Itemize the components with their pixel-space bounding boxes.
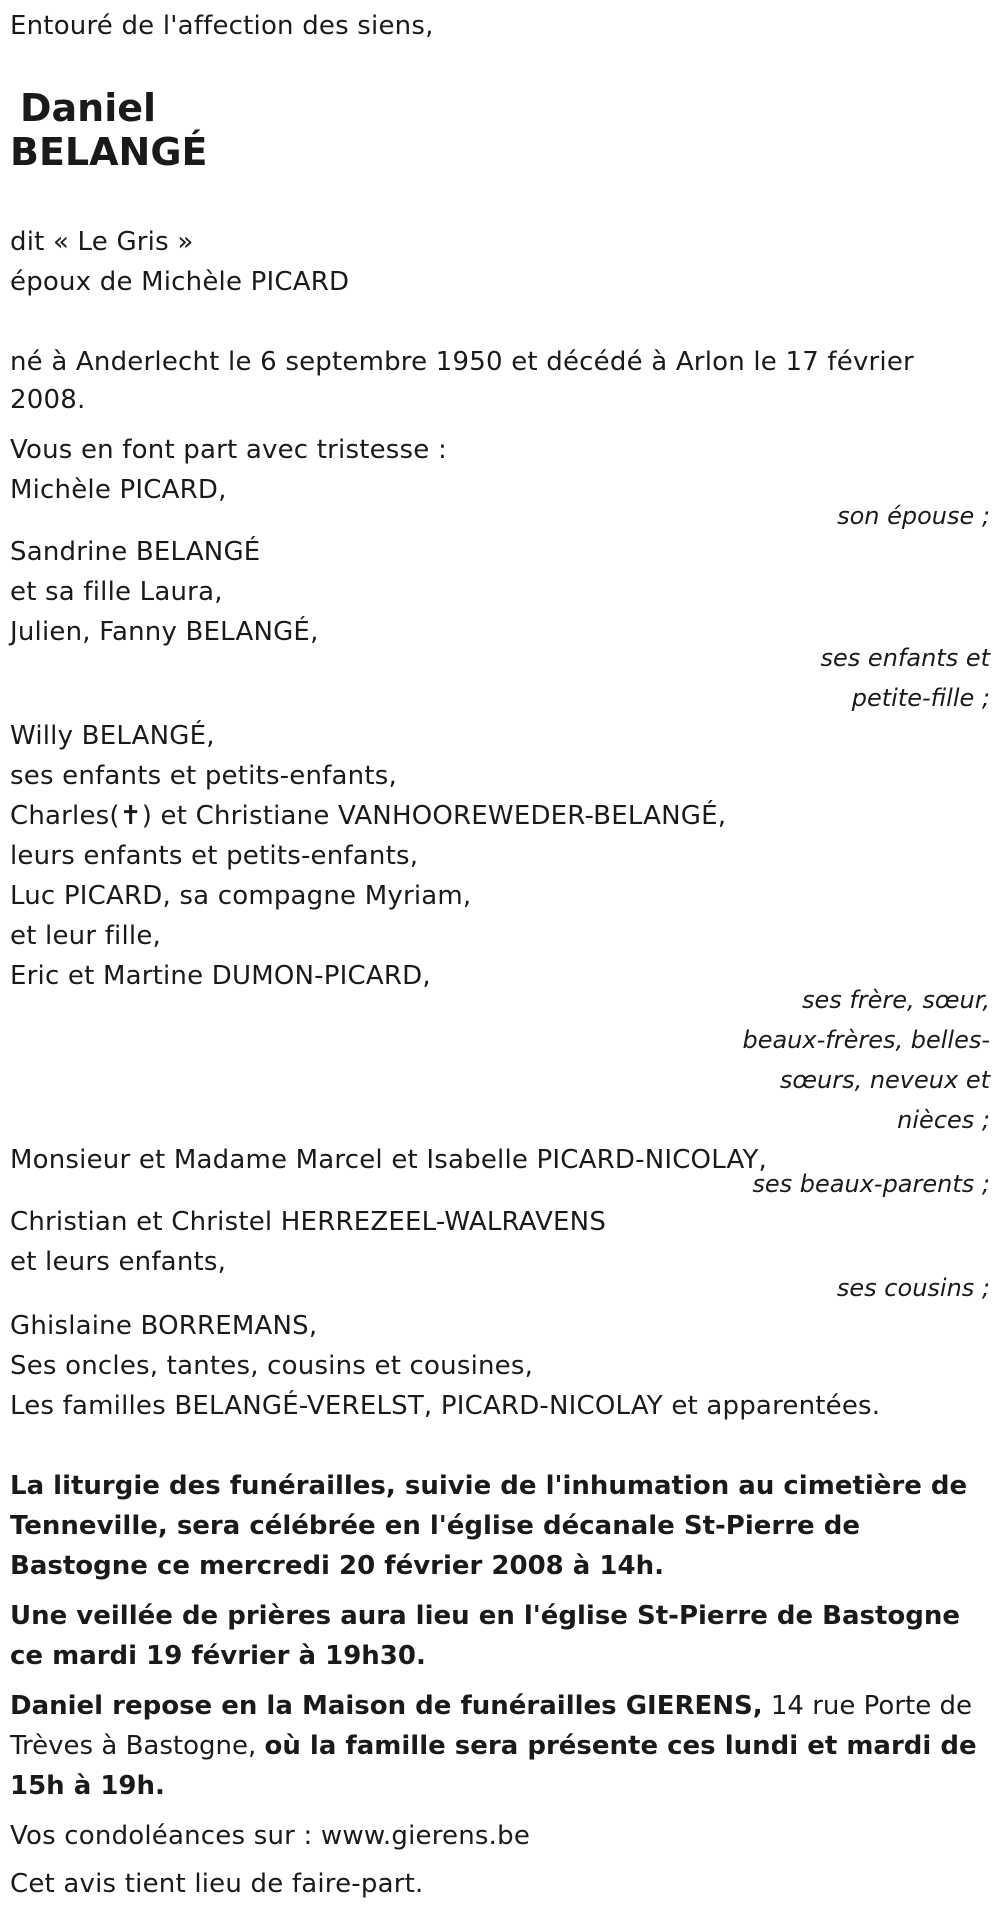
birth-death-line-1: né à Anderlecht le 6 septembre 1950 et décédé à Arlon le 17 février	[10, 347, 914, 377]
siblings-line: Luc PICARD, sa compagne Myriam,	[10, 881, 472, 911]
siblings-relation: ses frère, sœur,	[801, 986, 990, 1014]
rest-location-address: 14 rue Porte de Trèves à Bastogne,	[10, 1691, 972, 1761]
siblings-relation: beaux-frères, belles-	[742, 1026, 990, 1054]
children-relation: ses enfants et	[820, 644, 990, 672]
closing-text: Cet avis tient lieu de faire-part.	[10, 1869, 424, 1899]
parents-in-law-relation: ses beaux-parents ;	[752, 1170, 990, 1198]
rest-family-hours: où la famille sera présente ces lundi et mardi de 15h à 19h.	[10, 1731, 977, 1801]
wife-name: Michèle PICARD,	[10, 475, 227, 505]
announcement-text: Vous en font part avec tristesse :	[10, 435, 447, 465]
siblings-relation: sœurs, neveux et	[779, 1066, 990, 1094]
other-family-line: Les familles BELANGÉ-VERELST, PICARD-NICOLAY et apparentées.	[10, 1391, 881, 1421]
birth-death-line-2: 2008.	[10, 385, 86, 415]
intro-text: Entouré de l'affection des siens,	[10, 11, 434, 41]
funeral-liturgy: La liturgie des funérailles, suivie de l'inhumation au cimetière de Tenneville, sera célébrée en l'église décanale St-Pierre de Bastogne ce mercredi 20 février 2008 à 14h.	[10, 1471, 968, 1581]
deceased-last-name: BELANGÉ	[10, 130, 208, 174]
siblings-line: leurs enfants et petits-enfants,	[10, 841, 419, 871]
siblings-relation: nièces ;	[897, 1106, 990, 1134]
siblings-line: Willy BELANGÉ,	[10, 721, 215, 751]
cousins-line: et leurs enfants,	[10, 1247, 227, 1277]
prayer-vigil: Une veillée de prières aura lieu en l'église St-Pierre de Bastogne ce mardi 19 février à 19h30.	[10, 1601, 961, 1671]
siblings-line: et leur fille,	[10, 921, 161, 951]
wife-relation: son épouse ;	[837, 502, 990, 530]
condolences-text: Vos condoléances sur : www.gierens.be	[10, 1821, 531, 1851]
parents-in-law: Monsieur et Madame Marcel et Isabelle PICARD-NICOLAY,	[10, 1145, 768, 1175]
siblings-line: ses enfants et petits-enfants,	[10, 761, 397, 791]
children-relation: petite-fille ;	[851, 684, 990, 712]
other-family-line: Ghislaine BORREMANS,	[10, 1311, 318, 1341]
children-line: Julien, Fanny BELANGÉ,	[10, 617, 319, 647]
rest-location	[10, 1686, 990, 1806]
deceased-spouse: époux de Michèle PICARD	[10, 267, 350, 297]
children-line: et sa fille Laura,	[10, 577, 223, 607]
children-line: Sandrine BELANGÉ	[10, 537, 261, 567]
cousins-relation: ses cousins ;	[836, 1274, 990, 1302]
deceased-nickname: dit « Le Gris »	[10, 227, 194, 257]
rest-location-bold: Daniel repose en la Maison de funérailles GIERENS,	[10, 1691, 763, 1721]
deceased-first-name: Daniel	[20, 86, 157, 130]
siblings-line: Charles(✝) et Christiane VANHOOREWEDER-BELANGÉ,	[10, 801, 727, 831]
siblings-line: Eric et Martine DUMON-PICARD,	[10, 961, 431, 991]
cousins-line: Christian et Christel HERREZEEL-WALRAVENS	[10, 1207, 607, 1237]
other-family-line: Ses oncles, tantes, cousins et cousines,	[10, 1351, 534, 1381]
